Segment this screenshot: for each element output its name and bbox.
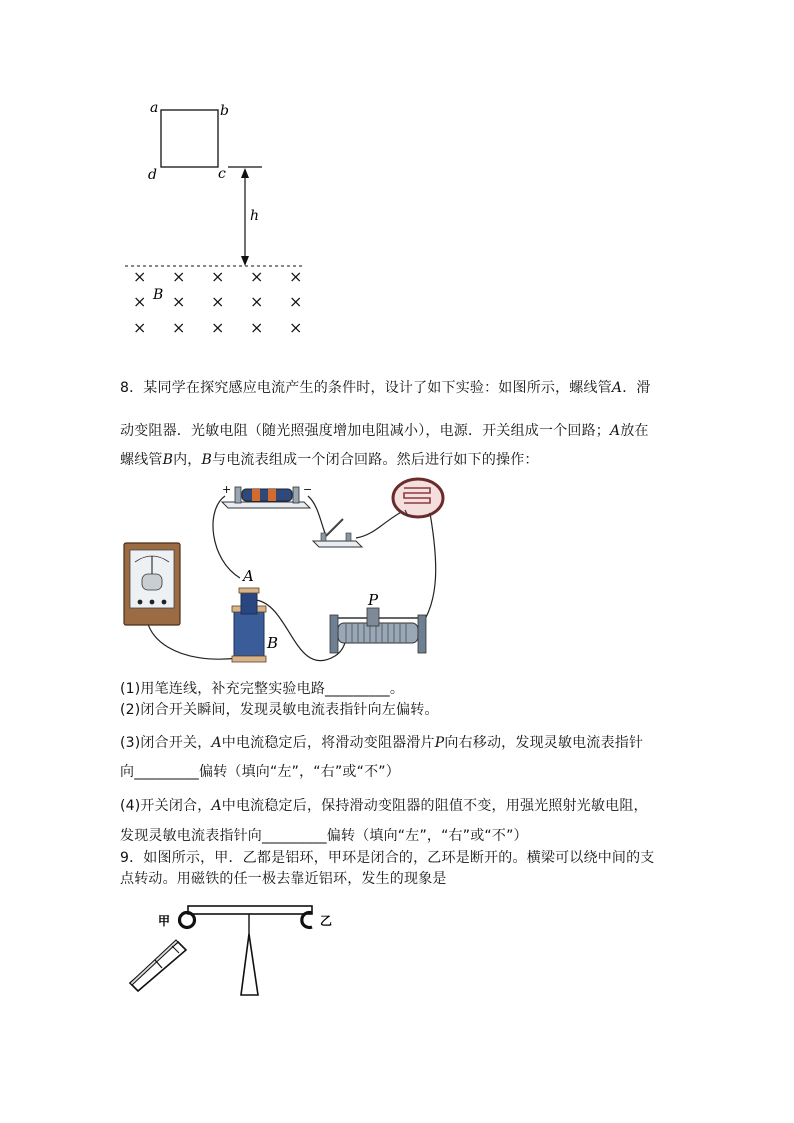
field-cross: × (211, 292, 225, 311)
field-cross: × (250, 318, 264, 337)
field-cross: × (289, 267, 303, 286)
pivot-stand (241, 934, 258, 995)
slider-P-label: P (368, 591, 379, 609)
field-cross: × (250, 292, 264, 311)
magnet-body (130, 942, 186, 991)
field-cross: × (133, 292, 147, 311)
corner-d-label: d (148, 167, 157, 183)
var-P: P (434, 735, 445, 751)
var-A: A (610, 423, 621, 439)
var-B: B (201, 452, 213, 468)
field-cross: × (211, 318, 225, 337)
corner-c-label: c (218, 166, 226, 182)
q8-sub-3-end: 向右移动，发现灵敏电流表指针 (444, 735, 644, 751)
battery-plus: + (222, 483, 232, 496)
q8-sub-3-line-2: 向_________偏转（填向“左”，“右”或“不”） (120, 764, 400, 780)
q8-line-1-post: ．滑 (622, 380, 651, 396)
field-cross: × (172, 267, 186, 286)
q8-line-2-pre: 动变阻器．光敏电阻（随光照强度增加电阻减小），电源．开关组成一个回路； (120, 423, 610, 439)
ring-jia-label: 甲 (158, 914, 171, 928)
field-label: B (153, 287, 164, 303)
ring-jia (180, 913, 195, 928)
var-A: A (211, 798, 222, 814)
q9-line-1: 9．如图所示，甲．乙都是铝环，甲环是闭合的，乙环是断开的。横梁可以绕中间的支 (120, 850, 655, 866)
height-label: h (250, 208, 260, 224)
q8-line-2-post: 放在 (620, 423, 649, 439)
q8-line-3-pre: 螺线管 (120, 452, 163, 468)
var-A: A (611, 380, 623, 396)
q8-sub-1: (1)用笔连线，补充完整实验电路_________。 (120, 681, 405, 697)
bar-magnet (130, 940, 186, 991)
var-B: B (162, 452, 174, 468)
q8-sub-2: (2)闭合开关瞬间，发现灵敏电流表指针向左偏转。 (120, 702, 439, 718)
q8-sub-4-post: 中电流稳定后，保持滑动变阻器的阻值不变，用强光照射光敏电阻， (221, 798, 648, 814)
var-A: A (211, 735, 222, 751)
beam (188, 906, 312, 914)
q8-line-3-mid: 内， (173, 452, 202, 468)
q8-line-3-post: 与电流表组成一个闭合回路。然后进行如下的操作： (212, 452, 539, 468)
field-cross: × (289, 292, 303, 311)
corner-b-label: b (220, 103, 229, 119)
field-cross: × (172, 292, 186, 311)
battery-minus: − (303, 483, 313, 496)
q8-sub-4-line-2: 发现灵敏电流表指针向_________偏转（填向“左”，“右”或“不”） (120, 828, 528, 844)
field-cross: × (172, 318, 186, 337)
q8-sub-3-pre: (3)闭合开关， (120, 735, 212, 751)
field-cross: × (250, 267, 264, 286)
field-cross: × (289, 318, 303, 337)
corner-a-label: a (150, 100, 159, 116)
ring-yi-label: 乙 (320, 914, 333, 928)
field-cross: × (211, 267, 225, 286)
coil-B-label: B (267, 634, 279, 652)
q8-sub-4-pre: (4)开关闭合， (120, 798, 212, 814)
field-cross: × (133, 318, 147, 337)
coil-A-label: A (243, 567, 254, 585)
q9-line-2: 点转动。用磁铁的任一极去靠近铝环，发生的现象是 (120, 871, 447, 887)
q8-sub-3-post: 中电流稳定后，将滑动变阻器滑片 (221, 735, 435, 751)
field-cross: × (133, 267, 147, 286)
q8-line-1-pre: 8．某同学在探究感应电流产生的条件时，设计了如下实验：如图所示，螺线管 (120, 380, 612, 396)
